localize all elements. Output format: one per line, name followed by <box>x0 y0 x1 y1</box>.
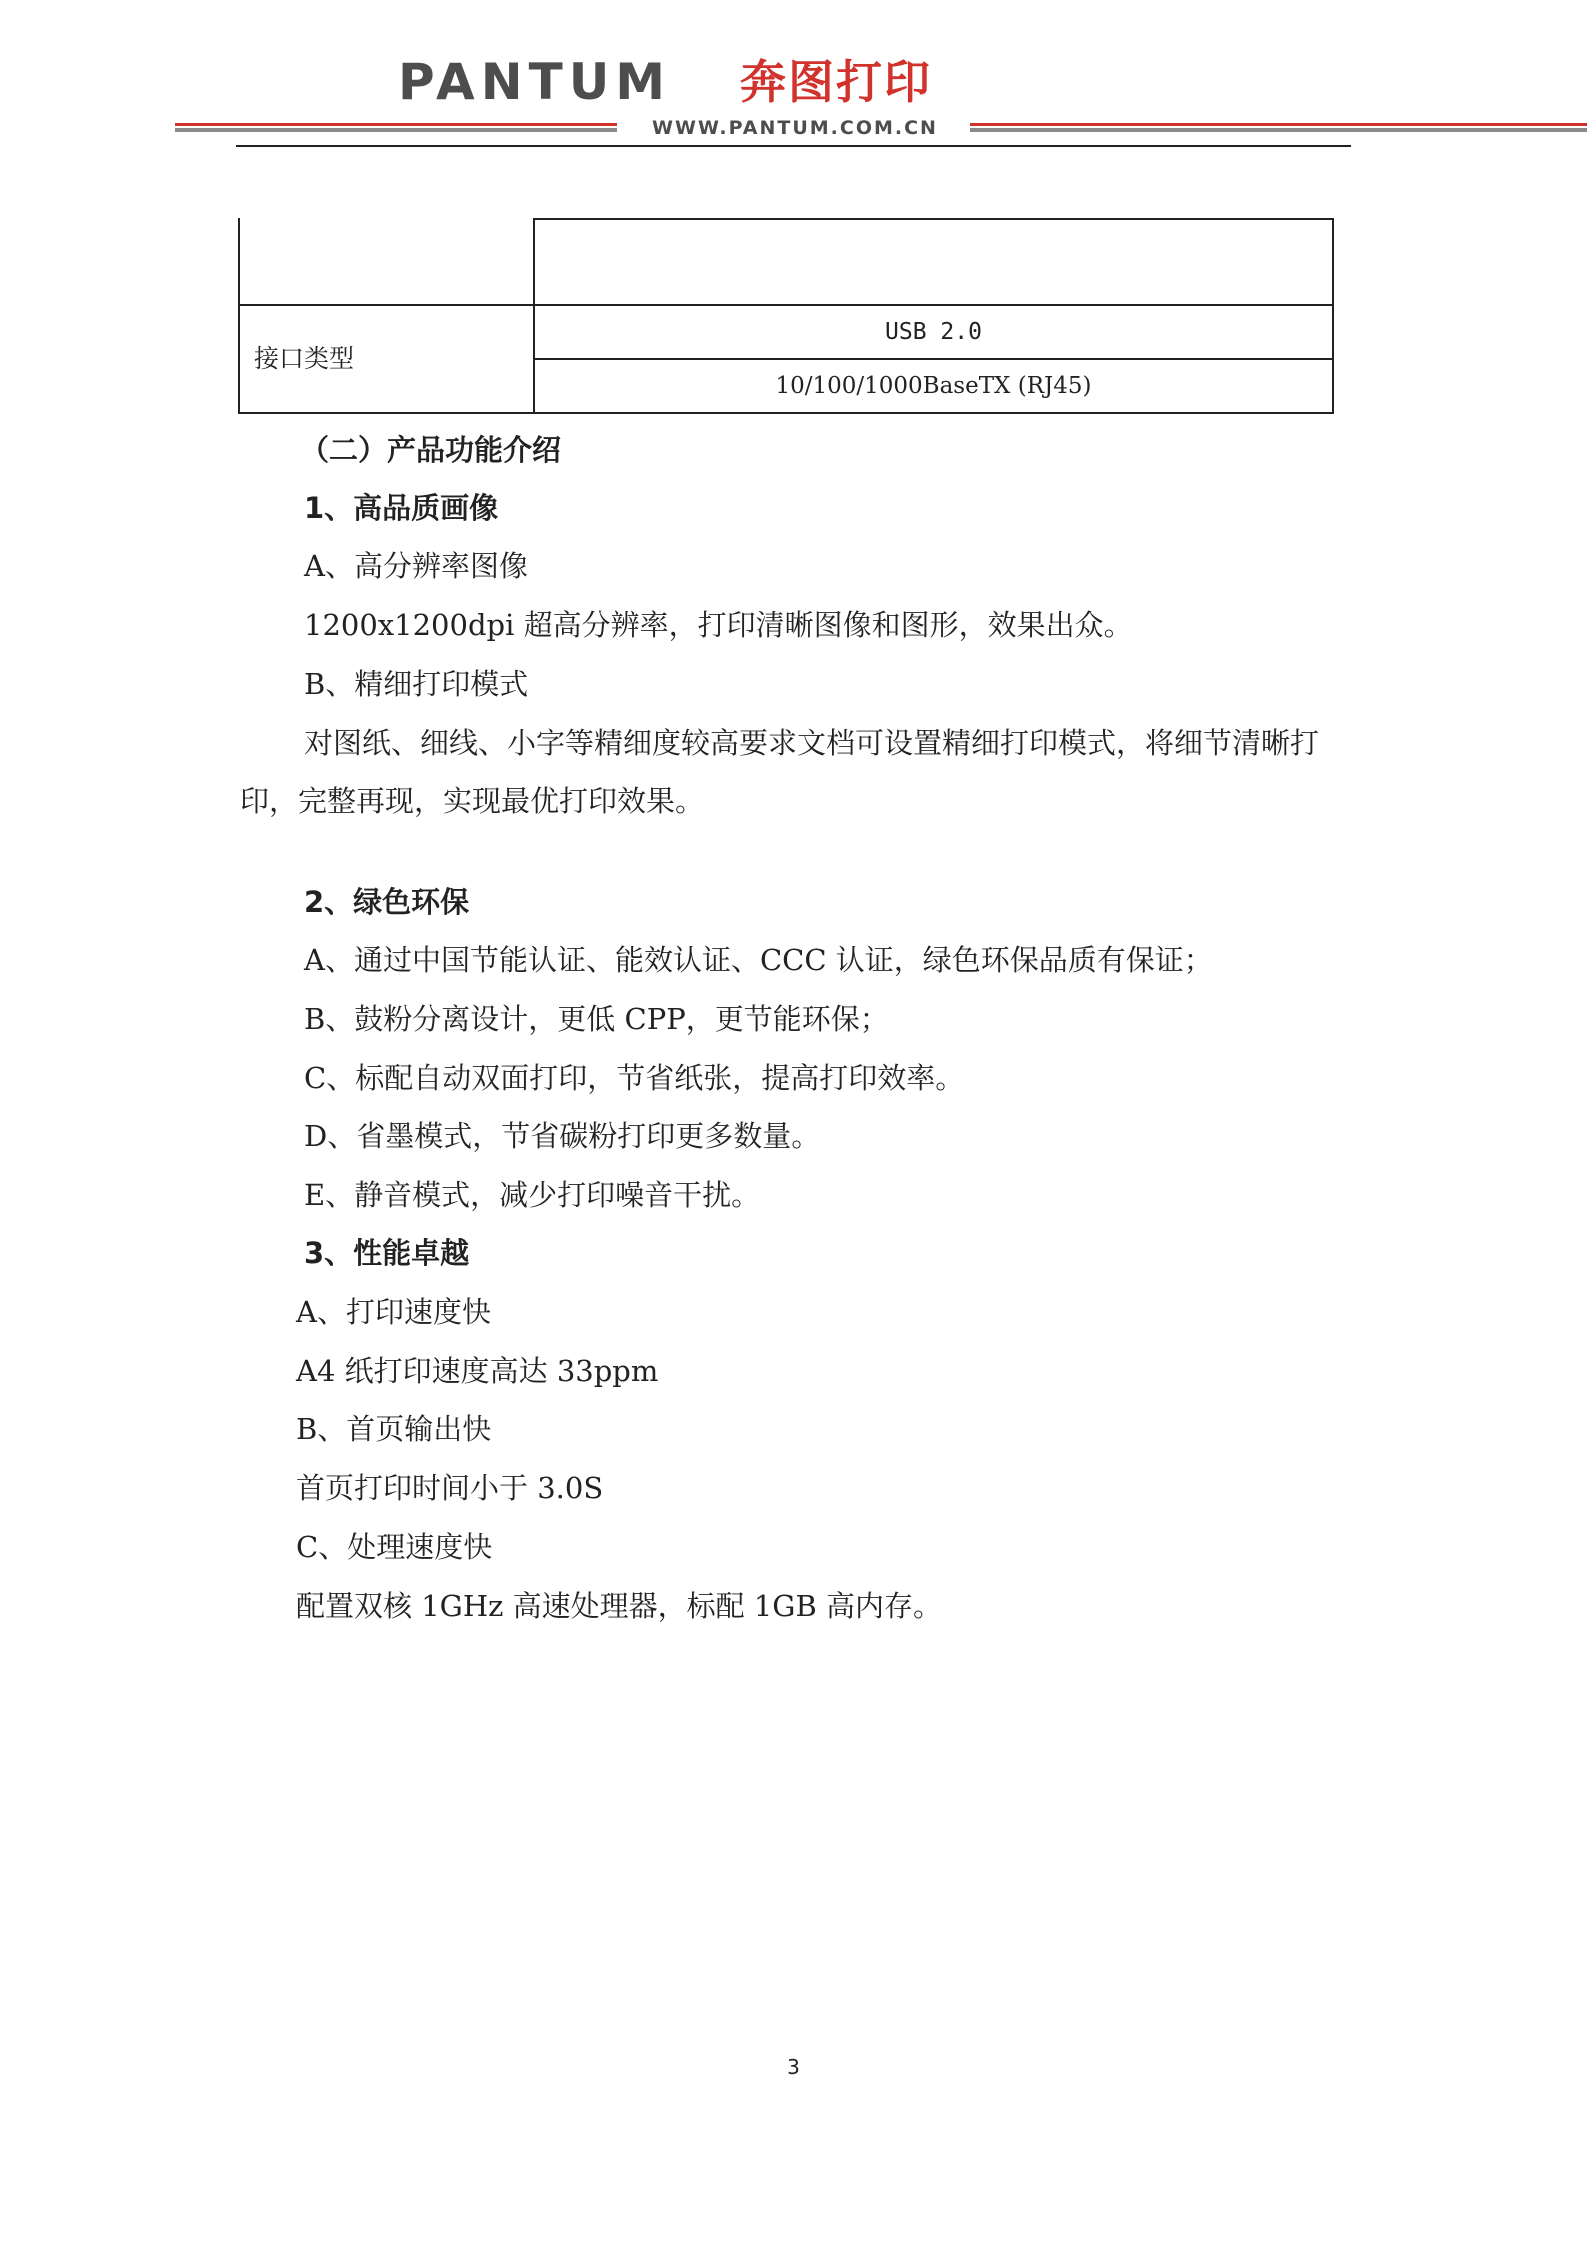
feature2-item-b: B、鼓粉分离设计，更低 CPP，更节能环保； <box>304 1002 889 1036</box>
feature3-a-title: A、打印速度快 <box>296 1295 491 1329</box>
feature1-a-title: A、高分辨率图像 <box>304 549 528 583</box>
feature1-b-text: 对图纸、细线、小字等精细度较高要求文档可设置精细打印模式，将细节清晰打印，完整再现，实现最优打印效果。 <box>240 726 1320 818</box>
spec-table-value-cell-empty <box>533 218 1334 306</box>
header-divider <box>236 145 1351 147</box>
feature2-item-a: A、通过中国节能认证、能效认证、CCC 认证，绿色环保品质有保证； <box>304 943 1213 977</box>
feature1-heading: 1、高品质画像 <box>304 491 499 525</box>
feature1-a-text: 1200x1200dpi 超高分辨率，打印清晰图像和图形，效果出众。 <box>304 608 1133 642</box>
feature3-heading: 3、性能卓越 <box>304 1236 470 1270</box>
feature3-a-text: A4 纸打印速度高达 33ppm <box>296 1354 659 1388</box>
header-rule-right <box>970 123 1587 133</box>
feature2-item-e: E、静音模式，减少打印噪音干扰。 <box>304 1178 761 1212</box>
header-rule-left <box>175 123 617 133</box>
brand-logo-cn: 奔图打印 <box>740 55 932 109</box>
section-title: （二）产品功能介绍 <box>300 433 562 467</box>
feature3-b-title: B、首页输出快 <box>296 1412 492 1446</box>
feature2-item-d: D、省墨模式，节省碳粉打印更多数量。 <box>304 1119 821 1153</box>
spec-table-value-ethernet: 10/100/1000BaseTX (RJ45) <box>533 358 1334 414</box>
feature1-b-title: B、精细打印模式 <box>304 667 529 701</box>
feature2-heading: 2、绿色环保 <box>304 885 470 919</box>
website-url: WWW.PANTUM.COM.CN <box>652 117 938 139</box>
spec-table-label-interface: 接口类型 <box>238 304 535 414</box>
page-number: 3 <box>787 2055 800 2079</box>
spec-table-value-usb: USB 2.0 <box>533 304 1334 360</box>
feature2-item-c: C、标配自动双面打印，节省纸张，提高打印效率。 <box>304 1061 965 1095</box>
feature3-b-text: 首页打印时间小于 3.0S <box>296 1471 604 1505</box>
spec-table-label-cell-empty <box>238 218 535 306</box>
spec-table <box>238 218 1334 414</box>
feature3-c-title: C、处理速度快 <box>296 1530 493 1564</box>
page-header <box>0 0 1587 150</box>
brand-logo-en: PANTUM <box>398 53 672 111</box>
feature3-c-text: 配置双核 1GHz 高速处理器，标配 1GB 高内存。 <box>296 1589 942 1623</box>
